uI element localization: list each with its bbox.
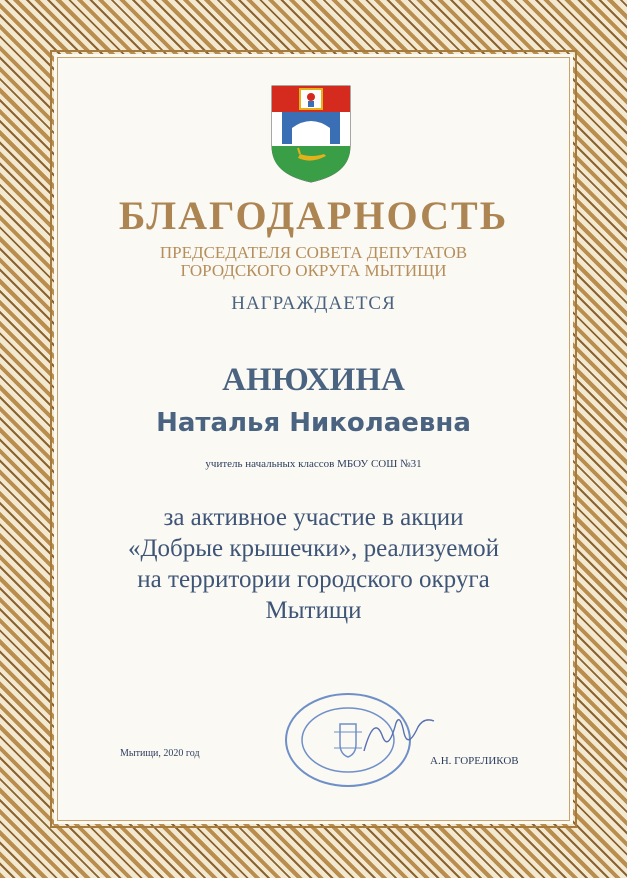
place-and-date: Мытищи, 2020 год: [120, 748, 200, 759]
reason-line-2: «Добрые крышечки», реализуемой: [127, 535, 500, 562]
certificate-title: БЛАГОДАРНОСТЬ: [118, 193, 509, 238]
reason-line-3: на территории городского округа: [137, 566, 490, 593]
reason-line-1: за активное участие в акции: [163, 504, 464, 531]
awarded-heading: НАГРАЖДАЕТСЯ: [231, 293, 396, 314]
issuer-line-2: ГОРОДСКОГО ОКРУГА МЫТИЩИ: [180, 261, 447, 280]
recipient-surname: АНЮХИНА: [222, 362, 405, 398]
handwritten-signature-icon: [360, 705, 440, 765]
recipient-given-names: Наталья Николаевна: [156, 408, 471, 438]
mytishchi-coat-of-arms-icon: [270, 84, 352, 184]
recipient-position: учитель начальных классов МБОУ СОШ №31: [205, 458, 422, 470]
signer-name: А.Н. ГОРЕЛИКОВ: [430, 755, 519, 767]
issuer-line-1: ПРЕДСЕДАТЕЛЯ СОВЕТА ДЕПУТАТОВ: [159, 243, 468, 262]
reason-line-4: Мытищи: [265, 597, 362, 624]
